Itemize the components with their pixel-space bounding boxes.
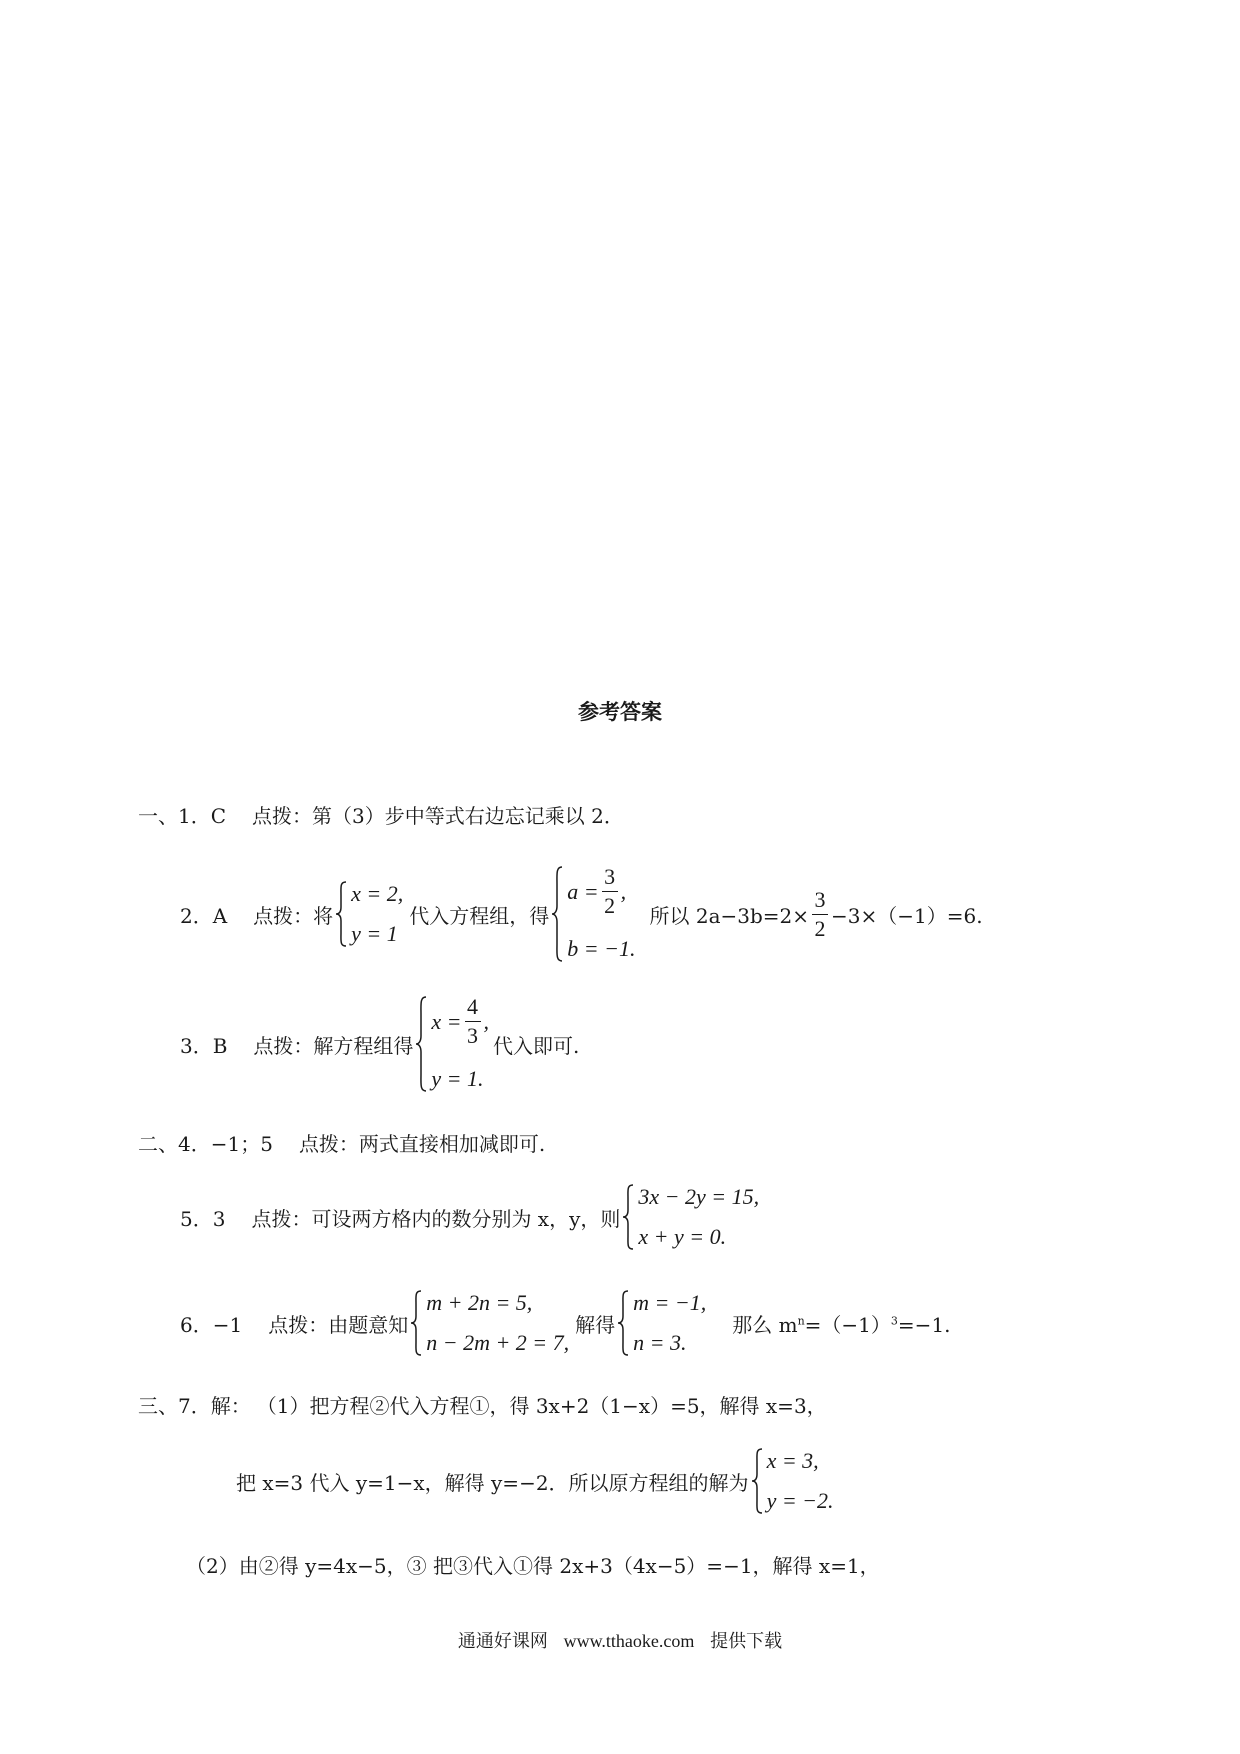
q1-prefix: 一、1．C	[138, 804, 227, 828]
q7-prefix: 三、7．解：	[138, 1394, 251, 1418]
brace-icon	[415, 996, 427, 1092]
brace-icon	[335, 881, 347, 947]
brace-icon	[617, 1290, 629, 1356]
q2-tail-fraction	[812, 886, 828, 941]
fraction-denominator: 3	[467, 1023, 479, 1048]
q6-sys1-line1: m + 2n = 5,	[426, 1290, 533, 1315]
q5-sys-line1: 3x − 2y = 15,	[638, 1184, 760, 1209]
footer-site: 通通好课网	[457, 1631, 548, 1652]
q3-sys-line1	[431, 996, 489, 1047]
answer-q7-line2	[236, 1448, 834, 1514]
q5-system	[638, 1184, 759, 1250]
q3-comma: ,	[483, 1008, 490, 1034]
answer-q3	[180, 996, 579, 1092]
q2-prefix: 2．A	[180, 903, 228, 928]
answer-q7-line1	[138, 1390, 827, 1419]
q1-hint: 点拨：第（3）步中等式右边忘记乘以 2．	[252, 804, 624, 828]
answer-q6	[180, 1290, 951, 1356]
q2-sys2-line1	[567, 866, 635, 917]
q6-tail-sup2: 3	[890, 1313, 898, 1327]
q5-hint: 点拨：可设两方格内的数分别为 x，y，则	[251, 1206, 621, 1231]
q3-x-eq: x =	[431, 1008, 462, 1034]
q6-tail-a: 那么 m	[732, 1312, 798, 1337]
page-footer	[0, 1627, 1240, 1653]
q6-prefix: 6．−1	[180, 1312, 243, 1337]
q2-sys2-a-eq: a =	[567, 878, 599, 904]
q3-fraction	[465, 996, 481, 1047]
page-title: 参考答案	[578, 700, 662, 724]
q2-sys1-line2: y = 1	[351, 921, 398, 946]
q3-system	[431, 996, 489, 1092]
q4-hint: 点拨：两式直接相加减即可.	[298, 1132, 546, 1156]
q2-system-1	[351, 881, 403, 947]
q2-sys1-line1: x = 2,	[351, 881, 404, 906]
q2-tail-a: 所以 2a−3b=2×	[649, 903, 810, 928]
fraction-denominator: 2	[604, 893, 616, 918]
fraction-numerator: 3	[814, 886, 826, 912]
answer-q1	[138, 800, 624, 829]
q5-sys-line2: x + y = 0.	[638, 1224, 727, 1249]
q6-sys2-line1: m = −1,	[633, 1290, 707, 1315]
q5-prefix: 5．3	[180, 1206, 226, 1231]
q7-line1: （1）把方程②代入方程①，得 3x+2（1−x）=5，解得 x=3，	[256, 1394, 827, 1418]
q2-tail-b: −3×（−1）=6.	[831, 903, 983, 928]
q6-tail-b: =（−1）	[804, 1312, 891, 1337]
q6-sys2-line2: n = 3.	[633, 1330, 687, 1355]
answer-q2	[180, 866, 983, 962]
q3-prefix: 3．B	[180, 1033, 228, 1058]
q2-hint: 点拨：将	[253, 903, 334, 928]
q6-mid-text: 解得	[575, 1312, 616, 1337]
q6-system-2	[633, 1290, 706, 1356]
q4-prefix: 二、4．−1；5	[138, 1132, 273, 1156]
fraction-denominator: 2	[814, 915, 826, 941]
q2-sys2-comma: ,	[620, 878, 627, 904]
brace-icon	[622, 1184, 634, 1250]
q7-sys-line2: y = −2.	[766, 1488, 834, 1513]
q3-sys-line2: y = 1.	[431, 1066, 484, 1091]
footer-tail: 提供下载	[710, 1631, 783, 1652]
q3-tail: 代入即可.	[493, 1033, 580, 1058]
q2-sys2-line2: b = −1.	[567, 936, 636, 961]
q3-hint: 点拨：解方程组得	[253, 1033, 414, 1058]
footer-url: www.tthaoke.com	[563, 1631, 695, 1651]
fraction-numerator: 4	[467, 994, 479, 1019]
q7-line2: 把 x=3 代入 y=1−x，解得 y=−2．所以原方程组的解为	[236, 1470, 749, 1495]
q6-sys1-line2: n − 2m + 2 = 7,	[426, 1330, 570, 1355]
q6-tail-sup: n	[797, 1313, 805, 1327]
q2-mid-text: 代入方程组，得	[409, 903, 550, 928]
brace-icon	[410, 1290, 422, 1356]
q6-tail-c: =−1.	[897, 1312, 951, 1337]
answer-q7-line3	[186, 1550, 880, 1579]
q6-tail	[732, 1309, 950, 1338]
q7-sys-line1: x = 3,	[766, 1448, 819, 1473]
q6-system-1	[426, 1290, 569, 1356]
fraction-numerator: 3	[604, 864, 616, 889]
q7-line3: （2）由②得 y=4x−5，③ 把③代入①得 2x+3（4x−5）=−1，解得 x=1，	[186, 1554, 880, 1578]
answer-q5	[180, 1184, 759, 1250]
q2-fraction	[602, 866, 618, 917]
q2-system-2	[567, 866, 635, 962]
answer-q4	[138, 1128, 545, 1157]
brace-icon	[551, 866, 563, 962]
q6-hint: 点拨：由题意知	[268, 1312, 409, 1337]
brace-icon	[751, 1448, 763, 1514]
q7-system	[767, 1448, 834, 1514]
